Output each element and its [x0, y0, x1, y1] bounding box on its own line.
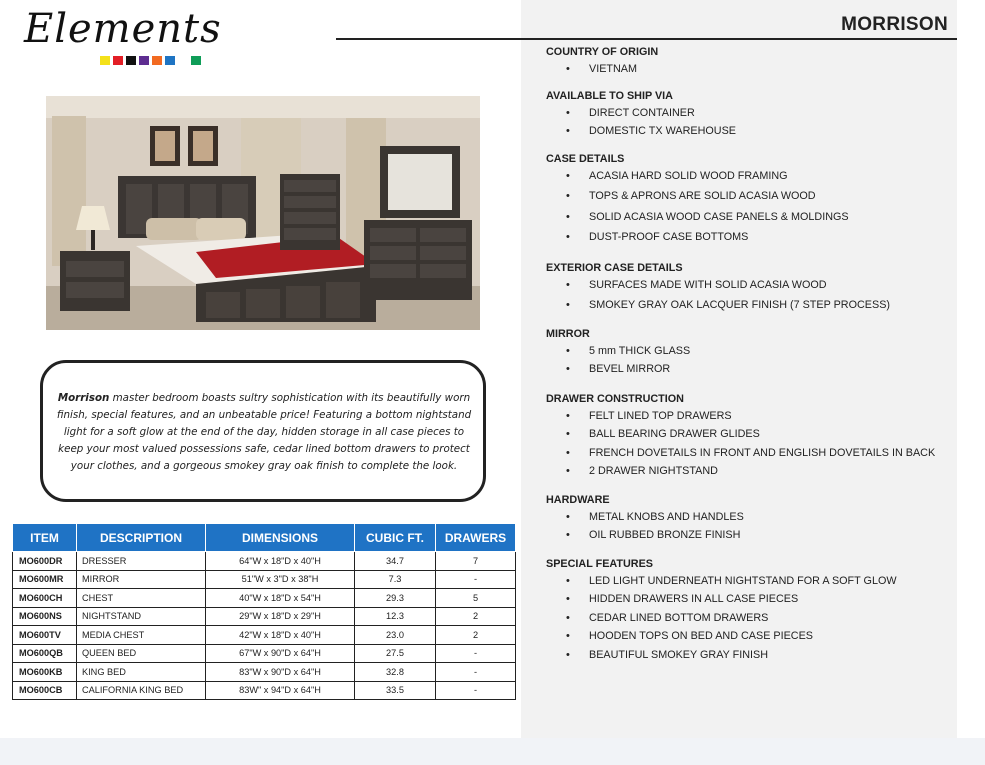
spec-section — [546, 262, 956, 312]
color-swatch — [165, 56, 175, 65]
page-title: MORRISON — [841, 14, 948, 35]
cell-item: MO600DR — [13, 552, 77, 571]
spec-section-title: COUNTRY OF ORIGIN — [546, 46, 659, 58]
spec-section — [546, 494, 956, 542]
color-swatch — [126, 56, 136, 65]
spec-bullet-list — [546, 170, 956, 244]
spec-section-title: AVAILABLE TO SHIP VIA — [546, 89, 673, 102]
spec-bullet-item: • LED LIGHT UNDERNEATH NIGHTSTAND FOR A SOFT GLOW — [546, 575, 956, 588]
spec-section-title: SPECIAL FEATURES — [546, 557, 653, 570]
cell-dimensions: 42"W x 18"D x 40"H — [206, 626, 355, 645]
spec-bullet-item: • BEAUTIFUL SMOKEY GRAY FINISH — [546, 649, 956, 662]
description-text — [52, 390, 476, 475]
spec-bullet-item: • DUST-PROOF CASE BOTTOMS — [546, 231, 956, 244]
spec-bullet-list — [546, 511, 956, 542]
spec-section — [546, 328, 956, 376]
cell-cubic-ft: 29.3 — [355, 589, 436, 608]
cell-dimensions: 67"W x 90"D x 64"H — [206, 644, 355, 663]
spec-section-title: HARDWARE — [546, 493, 610, 506]
cell-drawers: - — [436, 681, 516, 700]
specs-list — [546, 46, 956, 667]
cell-dimensions: 83"W x 90"D x 64"H — [206, 663, 355, 682]
spec-bullet-list — [546, 575, 956, 662]
spec-section — [546, 393, 956, 478]
cell-item: MO600KB — [13, 663, 77, 682]
spec-bullet-item: • SOLID ACASIA WOOD CASE PANELS & MOLDINGS — [546, 211, 956, 224]
spec-section — [546, 153, 956, 244]
cell-drawers: 2 — [436, 607, 516, 626]
table-row — [13, 681, 516, 700]
cell-item: MO600CH — [13, 589, 77, 608]
cell-item: MO600MR — [13, 570, 77, 589]
table-row — [13, 570, 516, 589]
spec-bullet-list — [546, 279, 956, 312]
cell-drawers: 2 — [436, 626, 516, 645]
spec-section — [546, 558, 956, 662]
cell-cubic-ft: 7.3 — [355, 570, 436, 589]
column-header-dimensions: DIMENSIONS — [206, 524, 355, 552]
spec-bullet-item: • FRENCH DOVETAILS IN FRONT AND ENGLISH DOVETAILS IN BACK — [546, 447, 956, 460]
spec-bullet-item: • HOODEN TOPS ON BED AND CASE PIECES — [546, 630, 956, 643]
table-row — [13, 626, 516, 645]
title-rule — [336, 38, 957, 40]
product-photo — [46, 96, 480, 330]
brand-logo: Elements — [24, 6, 222, 52]
spec-bullet-item: • ACASIA HARD SOLID WOOD FRAMING — [546, 170, 956, 183]
spec-bullet-item: • BEVEL MIRROR — [546, 363, 956, 376]
spec-bullet-item: • FELT LINED TOP DRAWERS — [546, 410, 956, 423]
spec-section — [546, 90, 956, 138]
cell-description: NIGHTSTAND — [77, 607, 206, 626]
cell-cubic-ft: 27.5 — [355, 644, 436, 663]
table-row — [13, 552, 516, 571]
spec-bullet-item: • HIDDEN DRAWERS IN ALL CASE PIECES — [546, 593, 956, 606]
cell-drawers: 7 — [436, 552, 516, 571]
cell-dimensions: 29"W x 18"D x 29"H — [206, 607, 355, 626]
spec-bullet-item: • DIRECT CONTAINER — [546, 107, 956, 120]
spec-bullet-item: • SMOKEY GRAY OAK LACQUER FINISH (7 STEP PROCESS) — [546, 299, 956, 312]
cell-item: MO600CB — [13, 681, 77, 700]
table-row — [13, 644, 516, 663]
cell-dimensions: 64"W x 18"D x 40"H — [206, 552, 355, 571]
spec-bullet-item: • VIETNAM — [546, 63, 956, 76]
cell-item: MO600TV — [13, 626, 77, 645]
cell-description: QUEEN BED — [77, 644, 206, 663]
spec-bullet-item: • METAL KNOBS AND HANDLES — [546, 511, 956, 524]
cell-cubic-ft: 33.5 — [355, 681, 436, 700]
cell-description: CHEST — [77, 589, 206, 608]
cell-drawers: 5 — [436, 589, 516, 608]
spec-section-title: DRAWER CONSTRUCTION — [546, 392, 684, 405]
description-body: master bedroom boasts sultry sophistication with its beautifully worn finish, special features, and an unbeatable price! Featuring a bottom nightstand light for a soft glow at the end of the day, hidden storage in all case pieces to keep your most valued possessions safe, cedar lined bottom drawers to protect your clothes, and a gorgeous smokey gray oak finish to complete the look. — [56, 392, 472, 472]
spec-section-title: EXTERIOR CASE DETAILS — [546, 261, 683, 274]
spec-bullet-list — [546, 63, 956, 76]
description-product-name: Morrison — [57, 392, 110, 404]
spec-bullet-item: • 5 mm THICK GLASS — [546, 345, 956, 358]
color-swatch — [100, 56, 110, 65]
spec-section-title: MIRROR — [546, 327, 590, 340]
spec-bullet-item: • CEDAR LINED BOTTOM DRAWERS — [546, 612, 956, 625]
cell-cubic-ft: 23.0 — [355, 626, 436, 645]
cell-description: MEDIA CHEST — [77, 626, 206, 645]
spec-bullet-item: • DOMESTIC TX WAREHOUSE — [546, 125, 956, 138]
cell-drawers: - — [436, 570, 516, 589]
spec-bullet-list — [546, 410, 956, 478]
table-row — [13, 589, 516, 608]
spec-section — [546, 46, 956, 76]
spec-bullet-list — [546, 107, 956, 138]
table-row — [13, 663, 516, 682]
cell-description: KING BED — [77, 663, 206, 682]
table-row — [13, 607, 516, 626]
color-swatch — [139, 56, 149, 65]
cell-dimensions: 40"W x 18"D x 54"H — [206, 589, 355, 608]
column-header-drawers: DRAWERS — [436, 524, 516, 552]
cell-item: MO600QB — [13, 644, 77, 663]
cell-item: MO600NS — [13, 607, 77, 626]
cell-cubic-ft: 34.7 — [355, 552, 436, 571]
cell-description: DRESSER — [77, 552, 206, 571]
column-header-cubic-ft: CUBIC FT. — [355, 524, 436, 552]
cell-description: MIRROR — [77, 570, 206, 589]
color-swatch — [178, 56, 188, 65]
color-swatch — [113, 56, 123, 65]
column-header-item: ITEM — [13, 524, 77, 552]
spec-bullet-item: • TOPS & APRONS ARE SOLID ACASIA WOOD — [546, 190, 956, 203]
table-header-row — [13, 524, 516, 552]
spec-bullet-item: • BALL BEARING DRAWER GLIDES — [546, 428, 956, 441]
cell-drawers: - — [436, 644, 516, 663]
dimensions-table — [12, 523, 516, 700]
spec-bullet-list — [546, 345, 956, 376]
cell-description: CALIFORNIA KING BED — [77, 681, 206, 700]
spec-section-title: CASE DETAILS — [546, 152, 625, 165]
color-swatch — [152, 56, 162, 65]
brand-color-swatches — [100, 56, 201, 65]
spec-bullet-item: • OIL RUBBED BRONZE FINISH — [546, 529, 956, 542]
cell-dimensions: 83W" x 94"D x 64"H — [206, 681, 355, 700]
cell-dimensions: 51"W x 3"D x 38"H — [206, 570, 355, 589]
spec-bullet-item: • 2 DRAWER NIGHTSTAND — [546, 465, 956, 478]
cell-cubic-ft: 32.8 — [355, 663, 436, 682]
cell-drawers: - — [436, 663, 516, 682]
color-swatch — [191, 56, 201, 65]
spec-bullet-item: • SURFACES MADE WITH SOLID ACASIA WOOD — [546, 279, 956, 292]
column-header-description: DESCRIPTION — [77, 524, 206, 552]
cell-cubic-ft: 12.3 — [355, 607, 436, 626]
